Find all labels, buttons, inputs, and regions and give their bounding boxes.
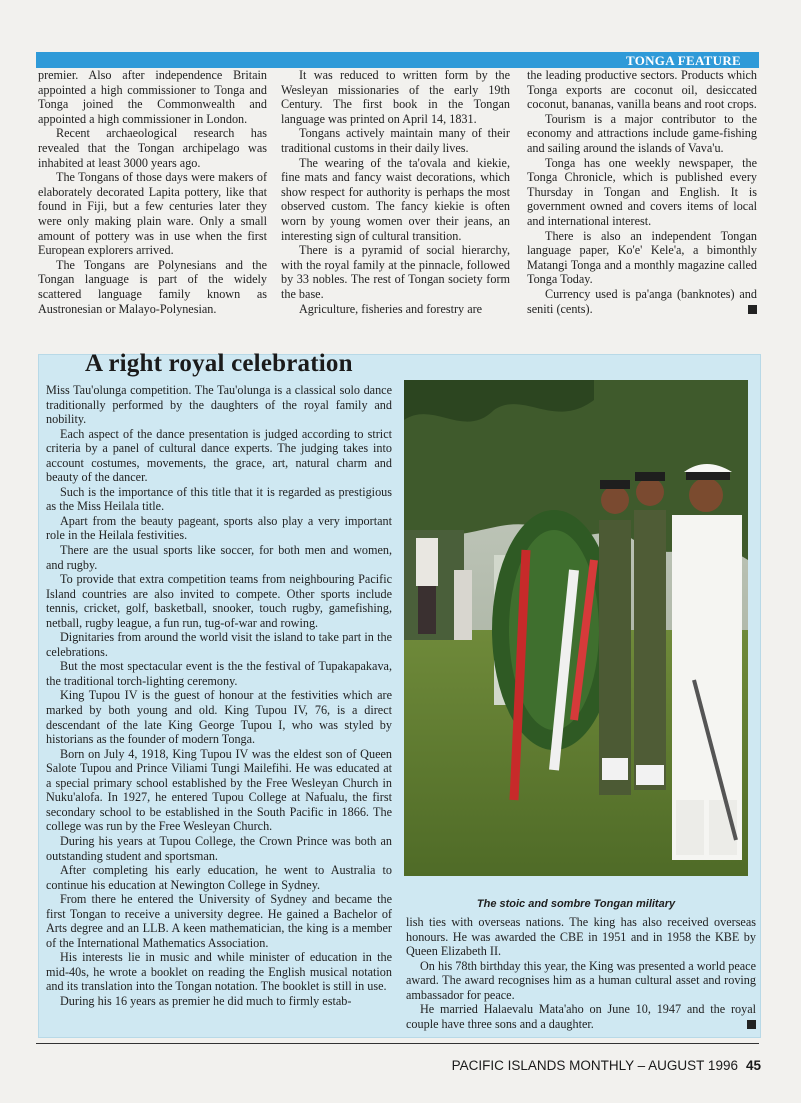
paragraph: Apart from the beauty pageant, sports also play a very important role in the Heilala festivities. (46, 513, 392, 543)
paragraph: Agriculture, fisheries and forestry are (299, 301, 483, 316)
paragraph: He married Halaevalu Mata'aho on June 10, 1947 and the royal couple have three sons and a daughter. (406, 1002, 756, 1031)
paragraph: Miss Tau'olunga competition. The Tau'olunga is a classical solo dance traditionally performed by the daughters of the royal family and nobility. (46, 383, 392, 427)
end-mark-icon (747, 1020, 756, 1029)
article-column-1 (38, 68, 267, 316)
publication-line: PACIFIC ISLANDS MONTHLY – AUGUST 1996 (451, 1058, 738, 1073)
paragraph: It was reduced to written form by the Wesleyan missionaries of the early 19th Century. The first book in the Tongan language was printed on April 14, 1831. (281, 68, 510, 126)
feature-text-right (406, 915, 756, 1031)
article-column-3 (527, 68, 757, 316)
page-number: 45 (745, 1058, 761, 1073)
paragraph: To provide that extra competition teams from neighbouring Pacific Island countries are also invited to compete. Other sports include tennis, cricket, golf, basketball, snooker, touch rugby, gamefishing, netball, rugby league, a fun run, tug-of-war and rowing. (46, 572, 392, 630)
paragraph: Tongans actively maintain many of their traditional customs in their daily lives. (281, 126, 510, 155)
paragraph: The Tongans of those days were makers of elaborately decorated Lapita pottery, like that found in Fiji, but a few centuries later they were only making plain ware. Only a small amount of pottery was in use when the first European explorers arrived. (38, 170, 267, 258)
paragraph: His interests lie in music and while minister of education in the mid-40s, he wrote a booklet on reading the English musical notation and its translation into the Tongan notation. The booklet is still in use. (46, 950, 392, 994)
paragraph: Recent archaeological research has revealed that the Tongan archipelago was inhabited at least 3000 years ago. (38, 126, 267, 170)
military-photo (404, 380, 748, 876)
end-mark-icon (748, 305, 757, 314)
paragraph: the leading productive sectors. Products which Tonga exports are coconut oil, desiccated coconut, bananas, vanilla beans and root crops. (527, 68, 757, 112)
paragraph: premier. Also after independence Britain appointed a high commissioner to Tonga and Tonga joined the Commonwealth and appointed a high commissioner in London. (38, 68, 267, 126)
paragraph: But the most spectacular event is the the festival of Tupakapakava, the traditional torch-lighting ceremony. (46, 659, 392, 688)
paragraph: Dignitaries from around the world visit the island to take part in the celebrations. (46, 630, 392, 659)
feature-text-left (46, 383, 392, 1009)
paragraph: On his 78th birthday this year, the King was presented a world peace award. The award recognises him as a human cultural asset and roving ambassador for peace. (406, 958, 756, 1002)
paragraph: Such is the importance of this title that it is regarded as prestigious as the Miss Heilala title. (46, 484, 392, 514)
paragraph: Tourism is a major contributor to the economy and attractions include game-fishing and sailing around the islands of Vava'u. (527, 111, 757, 155)
article-column-2 (281, 68, 510, 316)
paragraph: There is a pyramid of social hierarchy, with the royal family at the pinnacle, followed by 33 nobles. The rest of Tongan society form the base. (281, 243, 510, 301)
section-header-bar (36, 52, 759, 68)
paragraph: After completing his early education, he went to Australia to continue his education at Newington College in Sydney. (46, 863, 392, 892)
paragraph: lish ties with overseas nations. The king has also received overseas honours. He was awarded the CBE in 1951 and in 1958 the KBE by Queen Elizabeth II. (406, 915, 756, 959)
paragraph: From there he entered the University of Sydney and became the first Tongan to receive a university degree. He gained a Bachelor of Arts degree and an LLB. A keen mathematician, the king is a member of the International Mathematics Association. (46, 892, 392, 950)
paragraph: There are the usual sports like soccer, for both men and women, and rugby. (46, 543, 392, 572)
paragraph: During his years at Tupou College, the Crown Prince was both an outstanding student and sportsman. (46, 833, 392, 863)
feature-box (38, 350, 761, 1038)
paragraph: King Tupou IV is the guest of honour at the festivities which are marked by both young and old. King Tupou IV, 76, is a direct descendant of the late King George Tupou I, who was styled by historians as the founder of modern Tonga. (46, 688, 392, 747)
paragraph: The Tongans are Polynesians and the Tongan language is part of the widely scattered language family known as Austronesian or Malayo-Polynesian. (38, 257, 267, 316)
paragraph: Each aspect of the dance presentation is judged according to strict criteria by a panel of cultural dance experts. The judging takes into account costumes, movements, the grace, art, natural charm and beauty of the dancer. (46, 426, 392, 485)
paragraph-with-endmark (406, 1002, 756, 1031)
paragraph: Tonga has one weekly newspaper, the Tonga Chronicle, which is published every Thursday in Tongan and English. It is government owned and covers items of local and international interest. (527, 155, 757, 228)
paragraph: Born on July 4, 1918, King Tupou IV was the eldest son of Queen Salote Tupou and Prince Viliami Tungi Mailefihi. He was educated at a special primary school established by the Free Wesleyan Church in Nuku'alofa. In 1927, he entered Tupou College at Nafualu, the first secondary school to be established in the South Pacific in 1866. The college was run by the Free Wesleyan Church. (46, 746, 392, 834)
footer-rule (36, 1043, 759, 1044)
paragraph-with-endmark (527, 287, 757, 316)
section-label: TONGA FEATURE (625, 53, 741, 68)
page-footer (452, 1058, 761, 1073)
paragraph: There is also an independent Tongan language paper, Ko'e' Kele'a, a bimonthly Matangi Tonga and a monthly magazine called Tonga Today. (527, 228, 757, 287)
paragraph: Currency used is pa'anga (banknotes) and seniti (cents). (527, 286, 757, 316)
photo-caption: The stoic and sombre Tongan military (476, 898, 676, 910)
paragraph: During his 16 years as premier he did much to firmly estab- (60, 993, 352, 1008)
paragraph: The wearing of the ta'ovala and kiekie, fine mats and fancy waist decorations, which show respect for authority is perhaps the most observed custom. The fancy kiekie is often worn by young women over their jeans, an interesting sign of cultural transition. (281, 155, 510, 243)
feature-title: A right royal celebration (85, 350, 353, 377)
